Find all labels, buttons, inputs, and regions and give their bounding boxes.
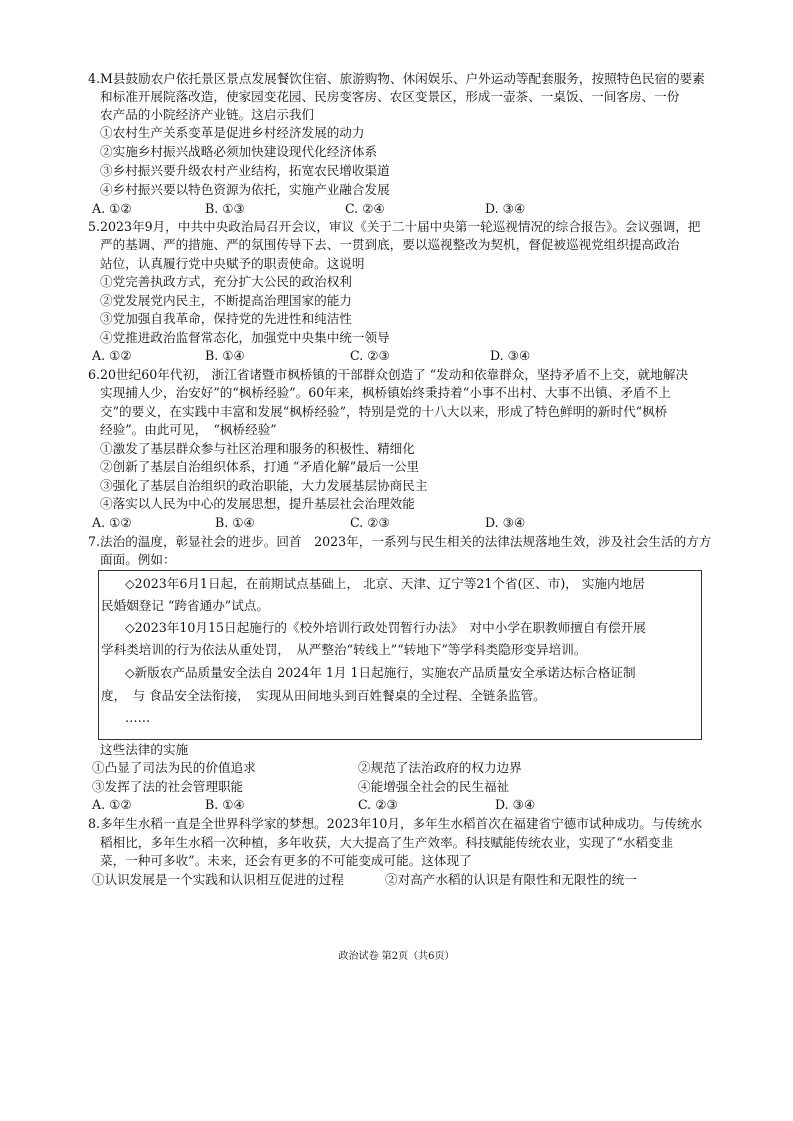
q6-option-b: B. ①④ [215, 515, 255, 530]
q6-choice-1: ①激发了基层群众参与社区治理和服务的积极性、精细化 [100, 441, 415, 456]
q6-stem-line-1: 6.20世纪60年代初， 浙江省诸暨市枫桥镇的干部群众创造了 “发动和依靠群众，坚持矛盾不上交，就地解决 [88, 367, 689, 382]
q4-choice-4: ④乡村振兴要以特色资源为依托，实施产业融合发展 [100, 182, 390, 197]
q5-stem-line-1: 5.2023年9月，中共中央政治局召开会议，审议《关于二十届中央第一轮巡视情况的综合报告》。会议强调，把 [88, 219, 701, 234]
q4-option-c: C. ②④ [345, 201, 385, 216]
q4-choice-3: ③乡村振兴要升级农村产业结构，拓宽农民增收渠道 [100, 163, 390, 178]
q7-option-b: B. ①④ [205, 797, 245, 812]
q8-choice-1: ①认识发展是一个实践和认识相互促进的过程 [92, 872, 344, 887]
q5-stem-line-3: 站位，认真履行党中央赋予的职责使命。这说明 [100, 256, 365, 271]
q7-example-box [98, 570, 702, 740]
q8-stem-line-3: 菜，一种可多收”。未来，还会有更多的不可能变成可能。这体现了 [100, 853, 472, 868]
q5-choice-1: ①党完善执政方式，充分扩大公民的政治权利 [100, 274, 352, 289]
q5-choice-2: ②党发展党内民主，不断提高治理国家的能力 [100, 293, 352, 308]
q5-option-d: D. ③④ [490, 348, 531, 363]
q7-box-ellipsis: …… [125, 710, 151, 725]
q8-choice-2: ②对高产水稻的认识是有限性和无限性的统一 [385, 872, 637, 887]
q4-option-a: A. ①② [92, 201, 132, 216]
q6-choice-2: ②创新了基层自治组织体系，打通 “矛盾化解”最后一公里 [100, 459, 420, 474]
q6-option-c: C. ②③ [350, 515, 390, 530]
q6-choice-4: ④落实以人民为中心的发展思想，提升基层社会治理效能 [100, 496, 415, 511]
q4-stem-line-2: 和标准开展院落改造，使家园变花园、民房变客房、农区变景区，形成一壶茶、一桌饭、一间客房、一份 [100, 89, 680, 104]
q7-stem-line-1: 7.法治的温度，彰显社会的进步。回首 2023年，一系列与民生相关的法律法规落地生效，涉及社会生活的方方 [88, 534, 712, 549]
q7-box-line-6: 度， 与 食品安全法衔接， 实现从田间地头到百姓餐桌的全过程、全链条监管。 [101, 688, 546, 703]
q5-option-c: C. ②③ [350, 348, 390, 363]
q8-stem-line-1: 8.多年生水稻一直是全世界科学家的梦想。2023年10月，多年生水稻首次在福建省宁德市试种成功。与传统水 [88, 816, 703, 831]
q7-option-c: C. ②③ [358, 797, 398, 812]
q6-stem-line-4: 经验”。由此可见， “枫桥经验” [100, 422, 277, 437]
q7-choice-4: ④能增强全社会的民生福祉 [358, 779, 510, 794]
q7-box-line-2: 民婚姻登记 “跨省通办”试点。 [101, 598, 270, 613]
q7-box-line-1: ◇2023年6月1日起，在前期试点基础上， 北京、天津、辽宁等21个省(区、市)， 实施内地居 [125, 576, 645, 591]
q8-stem-line-2: 稻相比，多年生水稻一次种植，多年收获，大大提高了生产效率。科技赋能传统农业，实现了“水稻变韭 [100, 835, 674, 850]
page-footer: 政治试卷 第2页（共6页） [338, 951, 455, 962]
q6-option-d: D. ③④ [485, 515, 526, 530]
q4-stem-line-3: 农产品的小院经济产业链。这启示我们 [100, 107, 315, 122]
q4-stem-line-1: 4.M县鼓励农户依托景区景点发展餐饮住宿、旅游购物、休闲娱乐、户外运动等配套服务，按照特色民宿的要素 [88, 71, 705, 86]
q7-stem-line-2: 面面。例如： [100, 552, 176, 567]
q7-choice-3: ③发挥了法的社会管理职能 [92, 779, 244, 794]
q5-option-b: B. ①④ [205, 348, 245, 363]
q7-after-box: 这些法律的实施 [100, 742, 189, 757]
q6-choice-3: ③强化了基层自治组织的政治职能，大力发展基层协商民主 [100, 478, 428, 493]
q6-stem-line-2: 实现捕人少，治安好”的“枫桥经验”。60年来，枫桥镇始终秉持着“小事不出村、大事不出镇、矛盾不上 [100, 385, 671, 400]
q7-box-line-5: ◇新版农产品质量安全法自 2024年 1月 1日起施行，实施农产品质量安全承诺达标合格证制 [125, 665, 636, 680]
q7-option-a: A. ①② [92, 797, 132, 812]
q5-option-a: A. ①② [92, 348, 132, 363]
q5-choice-4: ④党推进政治监督常态化，加强党中央集中统一领导 [100, 330, 390, 345]
q5-choice-3: ③党加强自我革命，保持党的先进性和纯洁性 [100, 311, 352, 326]
q4-option-b: B. ①③ [205, 201, 245, 216]
q4-choice-2: ②实施乡村振兴战略必须加快建设现代化经济体系 [100, 144, 378, 159]
q7-box-line-3: ◇2023年10月15日起施行的《校外培训行政处罚暂行办法》 对中小学在职教师擅自有偿开展 [125, 620, 646, 635]
q6-stem-line-3: 交”的要义，在实践中丰富和发展“枫桥经验”，特别是党的十八大以来，形成了特色鲜明的新时代“枫桥 [100, 404, 668, 419]
q5-stem-line-2: 严的基调、严的措施、严的氛围传导下去、一贯到底，要以巡视整改为契机，督促被巡视党组织提高政治 [100, 237, 680, 252]
q4-option-d: D. ③④ [485, 201, 526, 216]
q7-option-d: D. ③④ [495, 797, 536, 812]
q7-box-line-4: 学科类培训的行为依法从重处罚， 从严整治“转线上”“转地下”等学科类隐形变异培训。 [101, 642, 587, 657]
q7-choice-1: ①凸显了司法为民的价值追求 [92, 760, 256, 775]
q6-option-a: A. ①② [92, 515, 132, 530]
q4-choice-1: ①农村生产关系变革是促进乡村经济发展的动力 [100, 125, 365, 140]
q7-choice-2: ②规范了法治政府的权力边界 [358, 760, 522, 775]
